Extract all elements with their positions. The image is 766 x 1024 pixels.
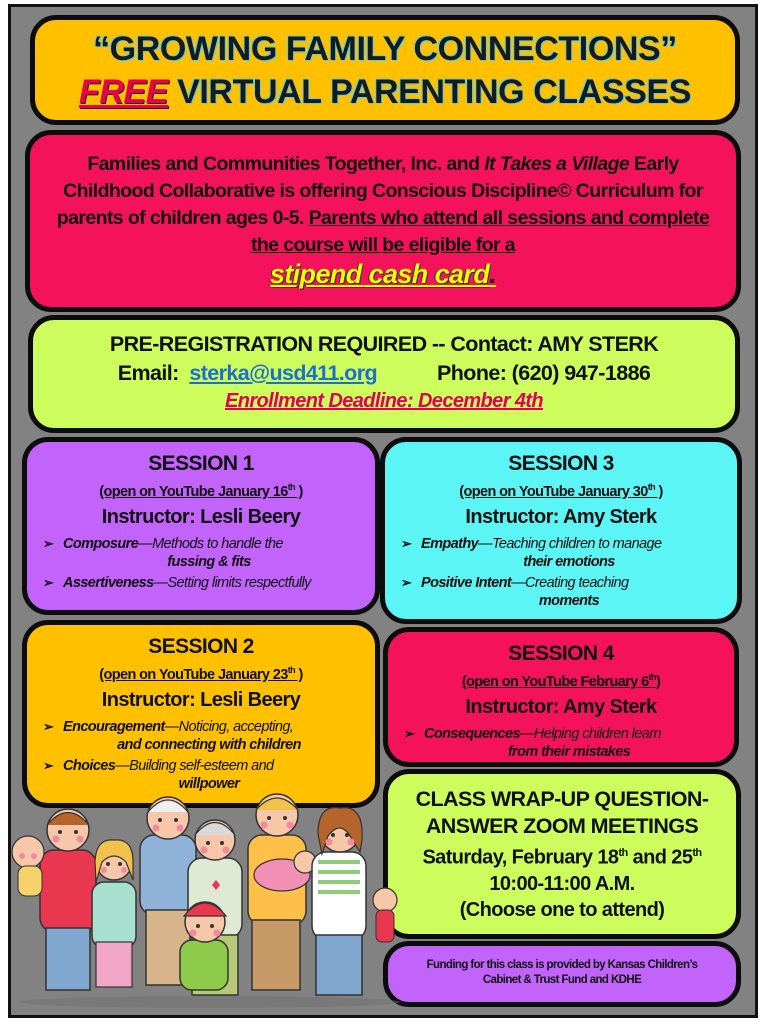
topic-desc-cont: from their mistakes [507, 743, 631, 760]
intro-village-name: It Takes a Village [484, 153, 630, 175]
session-4-panel [383, 627, 739, 767]
intro-part-1: Families and Communities Together, Inc. and [87, 153, 485, 175]
session-open-date [27, 482, 375, 500]
email-link[interactable]: sterka@usd411.org [189, 361, 378, 385]
wrapup-dates [388, 840, 736, 871]
topic-item [399, 574, 727, 610]
topic-desc: —Teaching children to manage [478, 535, 662, 552]
session-instructor: Instructor: Amy Sterk [465, 505, 657, 528]
registration-contact: PRE-REGISTRATION REQUIRED -- Contact: AMY STERK [109, 332, 659, 356]
email-group [118, 361, 377, 386]
session-open-date [385, 482, 737, 500]
bullet-arrow-icon: ➢ [401, 535, 412, 551]
figure-father-left [12, 809, 96, 990]
session-title: SESSION 2 [148, 635, 254, 658]
wrapup-time: 10:00-11:00 A.M. [489, 872, 635, 895]
phone-label: Phone: [437, 361, 507, 385]
funding-text: Funding for this class is provided by Kansas Children’s Cabinet & Trust Fund and KDHE [426, 959, 698, 986]
topic-term: Composure [63, 535, 139, 552]
wrapup-panel [383, 769, 741, 939]
session-3-panel [380, 437, 742, 624]
open-date-close: ) [655, 673, 661, 690]
topic-desc: —Setting limits respectfully [153, 574, 311, 591]
topic-desc-cont: their emotions [523, 553, 615, 570]
wrapup-date-1-suffix: th [618, 847, 628, 859]
title-banner [30, 15, 740, 125]
intro-eligibility: Parents who attend all sessions and complete the course will be eligible for a [250, 207, 710, 256]
wrapup-choose: (Choose one to attend) [459, 898, 665, 921]
figure-girl [92, 840, 136, 987]
topic-desc: —Building self-esteem and [115, 757, 274, 774]
family-clipart-illustration [0, 790, 420, 1015]
topic-item [399, 535, 727, 571]
topic-term: Choices [63, 757, 116, 774]
figure-dad [248, 794, 316, 990]
topic-term: Empathy [421, 535, 479, 552]
topic-desc-cont: fussing & fits [167, 553, 251, 570]
topic-term: Encouragement [63, 718, 165, 735]
wrapup-line-1: CLASS WRAP-UP QUESTION- [415, 787, 709, 811]
open-date-text: (open on YouTube January 16 [99, 483, 288, 500]
intro-panel [25, 130, 741, 312]
free-label: FREE [78, 73, 169, 111]
open-date-suffix: th [648, 672, 656, 682]
open-date-text: (open on YouTube January 23 [99, 666, 288, 683]
topic-item [41, 574, 365, 592]
stipend-text: stipend cash card [269, 259, 490, 289]
topic-item [402, 725, 724, 761]
session-title: SESSION 4 [508, 642, 614, 665]
topic-desc: —Creating teaching [511, 574, 629, 591]
session-topics [388, 725, 734, 761]
topic-desc: —Noticing, accepting, [164, 718, 294, 735]
intro-text [54, 151, 712, 288]
open-date-close: ) [295, 666, 303, 683]
open-date-close: ) [295, 483, 303, 500]
title-line-2 [35, 73, 735, 112]
stipend-period: . [489, 259, 497, 289]
topic-item [41, 535, 365, 571]
open-date-suffix: th [287, 665, 296, 675]
topic-item [41, 718, 365, 754]
topic-term: Positive Intent [421, 574, 512, 591]
enrollment-deadline: Enrollment Deadline: December 4th [224, 390, 544, 412]
open-date-text: (open on YouTube January 30 [459, 483, 648, 500]
topic-desc: —Helping children learn [519, 725, 661, 742]
bullet-arrow-icon: ➢ [43, 574, 54, 590]
wrapup-date-2-suffix: th [692, 847, 702, 859]
open-date-close: ) [655, 483, 663, 500]
title-line-1: “GROWING FAMILY CONNECTIONS” [93, 30, 677, 68]
session-open-date [388, 672, 734, 690]
session-title: SESSION 3 [508, 452, 614, 475]
wrapup-date-1: Saturday, February 18 [422, 846, 619, 869]
topic-item [41, 757, 365, 793]
figure-boy [180, 902, 228, 990]
session-2-panel [22, 620, 380, 808]
email-label: Email: [117, 361, 179, 385]
title-line-2-text: VIRTUAL PARENTING CLASSES [177, 73, 692, 111]
session-topics [27, 535, 375, 592]
session-open-date [27, 665, 375, 683]
funding-panel [383, 941, 741, 1007]
session-topics [27, 718, 375, 793]
wrapup-date-2: and 25 [627, 846, 693, 869]
session-1-panel [22, 437, 380, 615]
open-date-text: (open on YouTube February 6 [461, 673, 649, 690]
topic-term: Assertiveness [63, 574, 154, 591]
open-date-suffix: th [647, 482, 656, 492]
bullet-arrow-icon: ➢ [43, 757, 54, 773]
phone-group [437, 361, 650, 386]
session-title: SESSION 1 [148, 452, 254, 475]
bullet-arrow-icon: ➢ [401, 574, 412, 590]
topic-desc-cont: moments [538, 592, 600, 609]
registration-panel [28, 315, 740, 433]
session-topics [385, 535, 737, 610]
bullet-arrow-icon: ➢ [43, 718, 54, 734]
topic-desc: —Methods to handle the [138, 535, 283, 552]
phone-number: (620) 947-1886 [511, 361, 651, 385]
open-date-suffix: th [287, 482, 296, 492]
session-instructor: Instructor: Lesli Beery [101, 688, 301, 711]
figure-mom [312, 808, 397, 995]
session-instructor: Instructor: Lesli Beery [101, 505, 301, 528]
topic-desc-cont: and connecting with children [117, 736, 301, 753]
wrapup-line-2: ANSWER ZOOM MEETINGS [425, 814, 699, 838]
topic-desc-cont: willpower [178, 775, 240, 792]
session-instructor: Instructor: Amy Sterk [465, 695, 657, 718]
topic-term: Consequences [424, 725, 520, 742]
bullet-arrow-icon: ➢ [43, 535, 54, 551]
intro-part-2: Early Childhood Collaborative is offering Conscious Discipline© Curriculum for parents of children ages 0-5. [56, 153, 703, 229]
stipend-highlight [54, 261, 712, 288]
registration-contact-details [33, 361, 735, 386]
bullet-arrow-icon: ➢ [404, 725, 415, 741]
